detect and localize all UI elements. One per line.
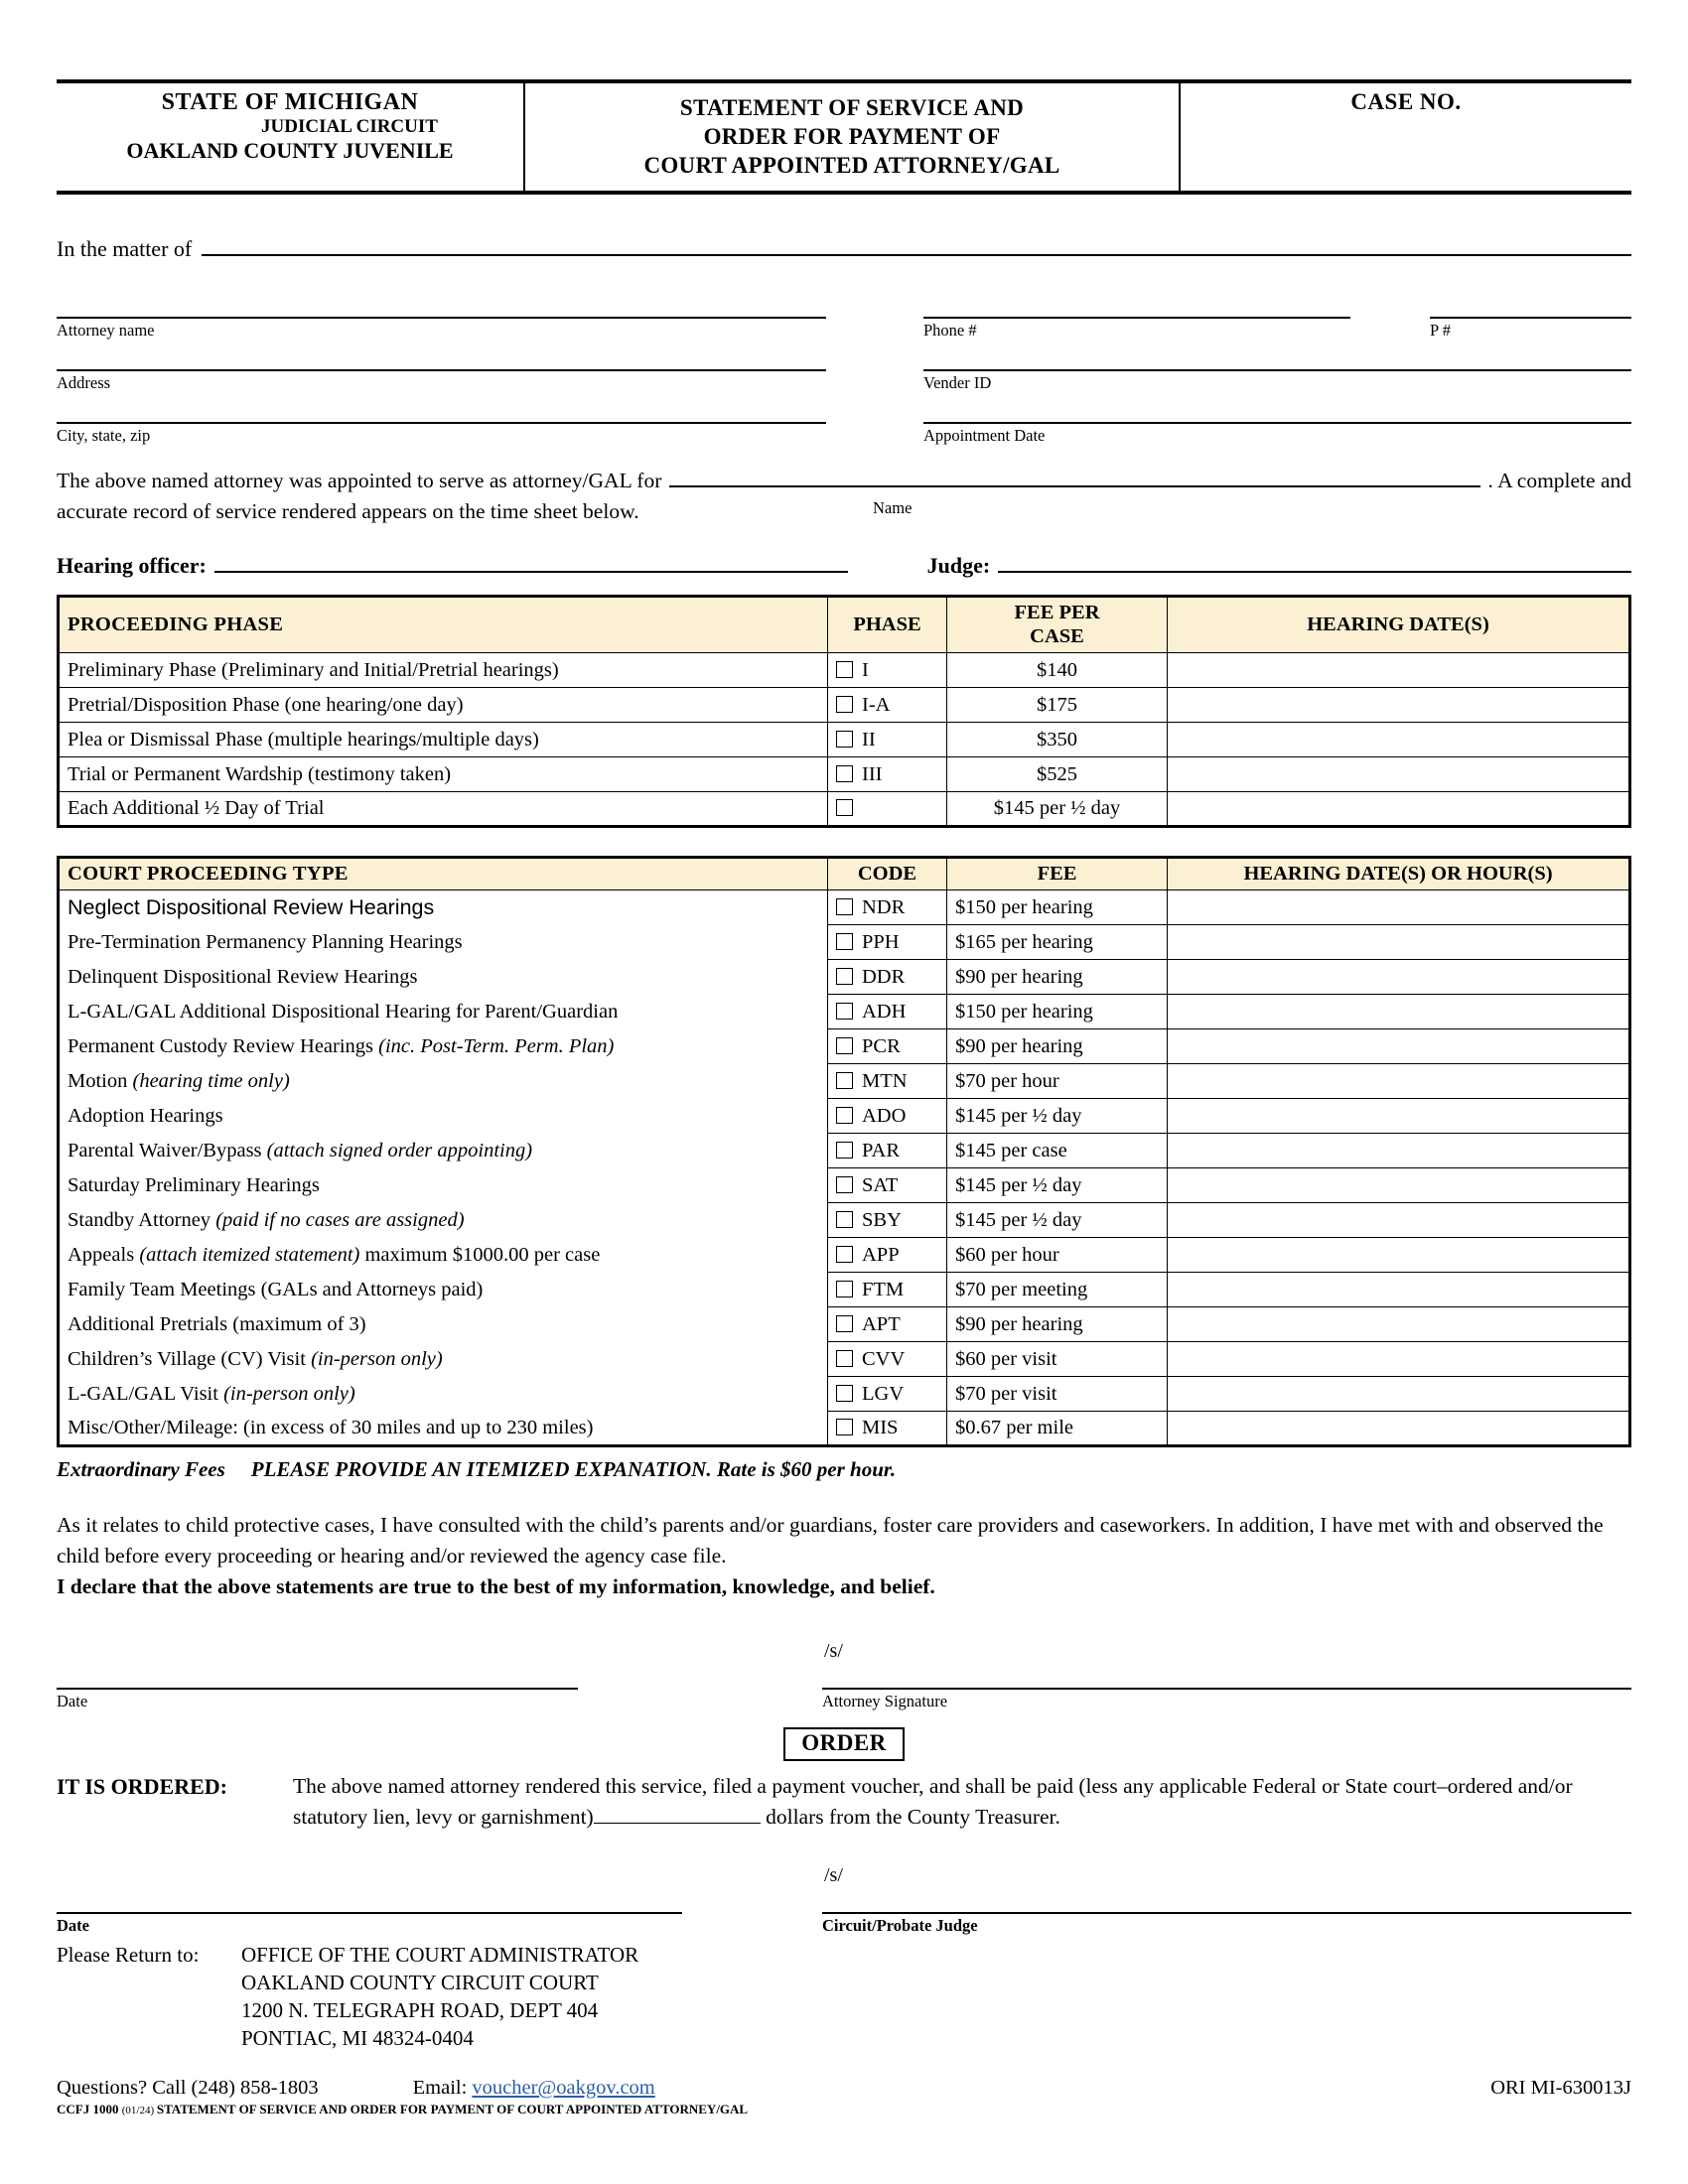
code-cell	[828, 960, 947, 995]
court-proceeding-row	[59, 1029, 1630, 1064]
return-address-line1: OFFICE OF THE COURT ADMINISTRATOR	[241, 1943, 639, 1968]
proceeding-fee: $90 per hearing	[947, 1029, 1168, 1064]
proceeding-code: ADH	[862, 1000, 907, 1023]
circuit-line: JUDICIAL CIRCUIT	[261, 116, 438, 137]
phase-cell	[828, 757, 947, 792]
proceeding-code: MIS	[862, 1417, 899, 1439]
code-cell	[828, 1342, 947, 1377]
hearing-officer-field[interactable]	[214, 549, 848, 573]
proceeding-fee: $70 per hour	[947, 1064, 1168, 1099]
extraordinary-fees-note	[57, 1457, 1631, 1482]
phase-hearing-date-cell[interactable]	[1168, 792, 1630, 827]
p-number-group	[1430, 292, 1631, 341]
form-code: CCFJ 1000	[57, 2101, 122, 2116]
court-hearing-date-cell[interactable]	[1168, 1064, 1630, 1099]
code-checkbox[interactable]	[836, 968, 853, 985]
code-checkbox[interactable]	[836, 1107, 853, 1124]
phase-fee: $145 per ½ day	[947, 792, 1168, 827]
attorney-signature-field[interactable]	[822, 1663, 1631, 1690]
date-field-1[interactable]	[57, 1663, 578, 1690]
attorney-contact-block	[57, 292, 1631, 446]
date-field-2[interactable]	[57, 1887, 682, 1914]
return-address-line3: 1200 N. TELEGRAPH ROAD, DEPT 404	[241, 1997, 599, 2022]
code-checkbox[interactable]	[836, 898, 853, 915]
return-address-line4: PONTIAC, MI 48324-0404	[241, 2025, 474, 2050]
code-cell	[828, 1134, 947, 1168]
court-proceeding-row	[59, 1377, 1630, 1412]
return-address-line2: OAKLAND COUNTY CIRCUIT COURT	[241, 1970, 599, 1994]
proceeding-label: Pre-Termination Permanency Planning Hearings	[59, 925, 828, 960]
phase-cell	[828, 792, 947, 827]
return-address	[241, 1942, 638, 2053]
court-hearing-date-cell[interactable]	[1168, 925, 1630, 960]
proceeding-phase-table	[57, 595, 1631, 828]
code-checkbox[interactable]	[836, 1385, 853, 1402]
phase-row	[59, 757, 1630, 792]
ordered-text-2: dollars from the County Treasurer.	[760, 1804, 1060, 1829]
code-cell	[828, 1307, 947, 1342]
court-hearing-date-cell[interactable]	[1168, 995, 1630, 1029]
dollars-field[interactable]	[594, 1804, 761, 1824]
address-label: Address	[57, 373, 111, 392]
county-line: OAKLAND COUNTY JUVENILE	[126, 138, 454, 163]
proceeding-code: APT	[862, 1312, 901, 1335]
phone-label: Phone #	[923, 321, 977, 340]
s-mark-2: /s/	[824, 1864, 843, 1887]
name-field-label: Name	[873, 498, 913, 518]
appointed-for-name-field[interactable]	[669, 462, 1479, 487]
proceeding-fee: $145 per case	[947, 1134, 1168, 1168]
attorney-signature-row	[57, 1635, 1631, 1711]
phase-row	[59, 653, 1630, 688]
phase-hearing-date-cell[interactable]	[1168, 688, 1630, 723]
phase-cell	[828, 653, 947, 688]
vender-id-field[interactable]	[923, 344, 1631, 371]
phase-hearing-date-cell[interactable]	[1168, 757, 1630, 792]
judge-signature-group	[822, 1859, 1631, 1936]
phase-cell	[828, 688, 947, 723]
phase-row	[59, 723, 1630, 757]
court-hearing-date-cell[interactable]	[1168, 960, 1630, 995]
code-checkbox[interactable]	[836, 1072, 853, 1089]
court-proceeding-row	[59, 1099, 1630, 1134]
matter-field[interactable]	[202, 232, 1631, 256]
phase-fee: $525	[947, 757, 1168, 792]
state-line: STATE OF MICHIGAN	[161, 89, 419, 115]
phase-hearing-date-cell[interactable]	[1168, 723, 1630, 757]
proceeding-fee: $145 per ½ day	[947, 1203, 1168, 1238]
code-checkbox[interactable]	[836, 1350, 853, 1367]
code-checkbox[interactable]	[836, 933, 853, 950]
ordered-text	[293, 1771, 1631, 1832]
court-col4-header: HEARING DATE(S) OR HOUR(S)	[1168, 858, 1630, 890]
city-state-zip-group	[57, 397, 826, 446]
case-no-block	[1181, 83, 1631, 191]
email-label: Email:	[412, 2076, 473, 2099]
proceeding-label: Misc/Other/Mileage: (in excess of 30 miles and up to 230 miles)	[59, 1412, 828, 1446]
phone-group	[923, 292, 1350, 341]
judge-label: Judge:	[926, 553, 991, 579]
judge-signature-row	[57, 1859, 1631, 1936]
judge-signature-field[interactable]	[822, 1887, 1631, 1914]
proceeding-label: Standby Attorney (paid if no cases are assigned)	[59, 1203, 828, 1238]
phase-code: III	[862, 762, 883, 785]
proceeding-fee: $165 per hearing	[947, 925, 1168, 960]
date-label-1: Date	[57, 1692, 88, 1711]
proceeding-fee: $90 per hearing	[947, 960, 1168, 995]
phase-fee: $140	[947, 653, 1168, 688]
case-no-label: CASE NO.	[1350, 89, 1462, 114]
date-group-1	[57, 1635, 578, 1711]
city-state-zip-label: City, state, zip	[57, 426, 151, 445]
it-is-ordered-label: IT IS ORDERED:	[57, 1774, 227, 1800]
proceeding-code: DDR	[862, 965, 906, 988]
vender-id-label: Vender ID	[923, 373, 992, 392]
address-group	[57, 344, 826, 393]
phase-row-label: Trial or Permanent Wardship (testimony taken)	[59, 757, 828, 792]
declaration-bold: I declare that the above statements are true to the best of my information, knowledge, and belief.	[57, 1573, 935, 1598]
phase-checkbox[interactable]	[836, 765, 853, 782]
return-to-block	[57, 1942, 1631, 2053]
court-hearing-date-cell[interactable]	[1168, 1029, 1630, 1064]
matter-label: In the matter of	[57, 236, 193, 261]
proceeding-label: Neglect Dispositional Review Hearings	[59, 890, 828, 925]
proceeding-label: Appeals (attach itemized statement) maximum $1000.00 per case	[59, 1238, 828, 1273]
proceeding-fee: $70 per visit	[947, 1377, 1168, 1412]
proceeding-fee: $150 per hearing	[947, 995, 1168, 1029]
appointment-date-group	[923, 397, 1631, 446]
form-title-line1: STATEMENT OF SERVICE AND	[679, 95, 1025, 120]
proceeding-label: L-GAL/GAL Visit (in-person only)	[59, 1377, 828, 1412]
code-cell	[828, 890, 947, 925]
proceeding-fee: $145 per ½ day	[947, 1099, 1168, 1134]
code-checkbox[interactable]	[836, 1176, 853, 1193]
proceeding-label: Additional Pretrials (maximum of 3)	[59, 1307, 828, 1342]
phase-col1-header: PROCEEDING PHASE	[59, 597, 828, 653]
phase-checkbox[interactable]	[836, 661, 853, 678]
phase-table-header	[59, 597, 1630, 653]
court-hearing-date-cell[interactable]	[1168, 1238, 1630, 1273]
proceeding-code: MTN	[862, 1069, 908, 1092]
city-state-zip-field[interactable]	[57, 397, 826, 424]
ori-number: ORI MI-630013J	[1490, 2076, 1631, 2099]
date-group-2	[57, 1859, 682, 1936]
court-hearing-date-cell[interactable]	[1168, 1168, 1630, 1203]
phase-row-label: Preliminary Phase (Preliminary and Initial/Pretrial hearings)	[59, 653, 828, 688]
code-cell	[828, 1168, 947, 1203]
phase-row-label: Pretrial/Disposition Phase (one hearing/one day)	[59, 688, 828, 723]
ordered-paragraph	[57, 1771, 1631, 1832]
phase-checkbox[interactable]	[836, 731, 853, 748]
code-checkbox[interactable]	[836, 1315, 853, 1332]
fee-per-line: FEE PER	[1014, 602, 1100, 624]
phase-row	[59, 792, 1630, 827]
code-cell	[828, 1029, 947, 1064]
court-proceeding-row	[59, 960, 1630, 995]
court-proceeding-row	[59, 925, 1630, 960]
proceeding-code: SBY	[862, 1208, 902, 1231]
proceeding-label: Permanent Custody Review Hearings (inc. Post-Term. Perm. Plan)	[59, 1029, 828, 1064]
court-proceeding-row	[59, 1238, 1630, 1273]
date-label-2: Date	[57, 1916, 89, 1936]
declaration-text: As it relates to child protective cases, I have consulted with the child’s parents and/or guardians, foster care providers and caseworkers. In addition, I have met with and observed the child before every proceeding or hearing and/or reviewed the agency case file.	[57, 1513, 1604, 1568]
code-checkbox[interactable]	[836, 1003, 853, 1020]
court-proceeding-row	[59, 1307, 1630, 1342]
declaration-paragraph	[57, 1510, 1631, 1601]
proceeding-label: Motion (hearing time only)	[59, 1064, 828, 1099]
proceeding-fee: $70 per meeting	[947, 1273, 1168, 1307]
proceeding-code: CVV	[862, 1347, 906, 1370]
court-hearing-date-cell[interactable]	[1168, 1099, 1630, 1134]
vender-id-group	[923, 344, 1631, 393]
proceeding-label: Family Team Meetings (GALs and Attorneys paid)	[59, 1273, 828, 1307]
judge-signature-label: Circuit/Probate Judge	[822, 1916, 978, 1936]
court-proceeding-row	[59, 1064, 1630, 1099]
extraordinary-fees-label: Extraordinary Fees	[57, 1457, 225, 1482]
proceeding-code: FTM	[862, 1278, 905, 1300]
proceeding-code: PPH	[862, 930, 900, 953]
court-hearing-date-cell[interactable]	[1168, 1203, 1630, 1238]
ordered-text-1: The above named attorney rendered this service, filed a payment voucher, and shall be paid (less any applicable Federal or State court–ordered and/or statutory lien, levy or garnishment)	[293, 1774, 1573, 1829]
code-cell	[828, 1064, 947, 1099]
court-hearing-date-cell[interactable]	[1168, 1134, 1630, 1168]
attorney-name-label: Attorney name	[57, 321, 155, 340]
court-name-block	[57, 83, 525, 191]
code-cell	[828, 925, 947, 960]
proceeding-fee: $60 per visit	[947, 1342, 1168, 1377]
appointment-text-3: accurate record of service rendered appears on the time sheet below.	[57, 499, 639, 524]
phase-row-label: Each Additional ½ Day of Trial	[59, 792, 828, 827]
proceeding-label: L-GAL/GAL Additional Dispositional Hearing for Parent/Guardian	[59, 995, 828, 1029]
phase-row	[59, 688, 1630, 723]
appointment-text-1: The above named attorney was appointed to serve as attorney/GAL for	[57, 469, 662, 492]
court-col2-header: CODE	[828, 858, 947, 890]
court-table-header	[59, 858, 1630, 890]
appointment-sentence	[57, 462, 1631, 527]
s-mark-1: /s/	[824, 1640, 843, 1663]
proceeding-code: NDR	[862, 895, 906, 918]
judge-field[interactable]	[998, 549, 1631, 573]
phase-col3-header	[947, 597, 1168, 653]
court-proceeding-table	[57, 856, 1631, 1447]
case-no-field[interactable]	[1189, 115, 1623, 185]
attorney-name-group	[57, 292, 826, 341]
matter-row	[57, 232, 1631, 262]
court-hearing-date-cell[interactable]	[1168, 1342, 1630, 1377]
phase-code: II	[862, 728, 876, 751]
phase-hearing-date-cell[interactable]	[1168, 653, 1630, 688]
proceeding-code: LGV	[862, 1382, 905, 1405]
court-hearing-date-cell[interactable]	[1168, 1273, 1630, 1307]
footer-row	[57, 2077, 1631, 2100]
court-hearing-date-cell[interactable]	[1168, 1377, 1630, 1412]
court-proceeding-row	[59, 1273, 1630, 1307]
proceeding-label: Children’s Village (CV) Visit (in-person only)	[59, 1342, 828, 1377]
appointment-date-label: Appointment Date	[923, 426, 1046, 445]
address-field[interactable]	[57, 344, 826, 371]
court-hearing-date-cell[interactable]	[1168, 1412, 1630, 1446]
proceeding-label: Adoption Hearings	[59, 1099, 828, 1134]
proceeding-fee: $150 per hearing	[947, 890, 1168, 925]
phase-col2-header: PHASE	[828, 597, 947, 653]
code-checkbox[interactable]	[836, 1246, 853, 1263]
extraordinary-fees-text: PLEASE PROVIDE AN ITEMIZED EXPANATION. Rate is $60 per hour.	[250, 1457, 897, 1482]
proceeding-label: Parental Waiver/Bypass (attach signed order appointing)	[59, 1134, 828, 1168]
phase-checkbox[interactable]	[836, 799, 853, 816]
appointment-text-2: . A complete and	[1487, 469, 1631, 492]
phase-row-label: Plea or Dismissal Phase (multiple hearings/multiple days)	[59, 723, 828, 757]
code-checkbox[interactable]	[836, 1281, 853, 1297]
form-title-line3: COURT APPOINTED ATTORNEY/GAL	[643, 153, 1060, 179]
form-title	[525, 83, 1181, 191]
email-group	[413, 2077, 655, 2100]
code-cell	[828, 1238, 947, 1273]
attorney-signature-label: Attorney Signature	[822, 1692, 948, 1711]
code-cell	[828, 1203, 947, 1238]
attorney-signature-group	[822, 1635, 1631, 1711]
code-checkbox[interactable]	[836, 1142, 853, 1159]
hearing-officer-label: Hearing officer:	[57, 553, 207, 579]
court-proceeding-row	[59, 1134, 1630, 1168]
order-heading: ORDER	[783, 1727, 905, 1761]
code-checkbox[interactable]	[836, 1037, 853, 1054]
code-cell	[828, 1377, 947, 1412]
proceeding-code: SAT	[862, 1173, 899, 1196]
proceeding-label: Saturday Preliminary Hearings	[59, 1168, 828, 1203]
code-cell	[828, 1099, 947, 1134]
phase-code: I	[862, 658, 869, 681]
court-col3-header: FEE	[947, 858, 1168, 890]
code-cell	[828, 1412, 947, 1446]
case-line: CASE	[1030, 624, 1084, 647]
code-checkbox[interactable]	[836, 1419, 853, 1435]
court-proceeding-row	[59, 1203, 1630, 1238]
court-proceeding-row	[59, 1342, 1630, 1377]
phase-col4-header: HEARING DATE(S)	[1168, 597, 1630, 653]
return-to-label: Please Return to:	[57, 1943, 200, 1968]
phase-cell	[828, 723, 947, 757]
court-proceeding-row	[59, 995, 1630, 1029]
proceeding-fee: $60 per hour	[947, 1238, 1168, 1273]
proceeding-code: APP	[862, 1243, 900, 1266]
proceeding-fee: $90 per hearing	[947, 1307, 1168, 1342]
phase-code: I-A	[862, 693, 891, 716]
email-link[interactable]: voucher@oakgov.com	[472, 2076, 655, 2099]
form-title-line2: ORDER FOR PAYMENT OF	[703, 124, 1001, 150]
phase-fee: $175	[947, 688, 1168, 723]
form-header	[57, 79, 1631, 195]
form-code-line	[57, 2102, 1631, 2117]
form-revision: (01/24)	[121, 2104, 157, 2116]
code-checkbox[interactable]	[836, 1211, 853, 1228]
officers-row	[57, 549, 1631, 579]
proceeding-fee: $145 per ½ day	[947, 1168, 1168, 1203]
phase-fee: $350	[947, 723, 1168, 757]
phase-checkbox[interactable]	[836, 696, 853, 713]
court-proceeding-row	[59, 1168, 1630, 1203]
proceeding-code: PAR	[862, 1139, 900, 1161]
court-col1-header: COURT PROCEEDING TYPE	[59, 858, 828, 890]
phone-field[interactable]	[923, 292, 1350, 319]
proceeding-code: ADO	[862, 1104, 907, 1127]
p-number-field[interactable]	[1430, 292, 1631, 319]
form-code-title: STATEMENT OF SERVICE AND ORDER FOR PAYMENT OF COURT APPOINTED ATTORNEY/GAL	[156, 2101, 749, 2116]
court-proceeding-row	[59, 1412, 1630, 1446]
proceeding-fee: $0.67 per mile	[947, 1412, 1168, 1446]
code-cell	[828, 1273, 947, 1307]
proceeding-label: Delinquent Dispositional Review Hearings	[59, 960, 828, 995]
p-number-label: P #	[1430, 321, 1451, 340]
appointment-date-field[interactable]	[923, 397, 1631, 424]
code-cell	[828, 995, 947, 1029]
attorney-name-field[interactable]	[57, 292, 826, 319]
court-proceeding-row	[59, 890, 1630, 925]
court-hearing-date-cell[interactable]	[1168, 890, 1630, 925]
questions-text: Questions? Call (248) 858-1803	[57, 2076, 319, 2099]
court-hearing-date-cell[interactable]	[1168, 1307, 1630, 1342]
proceeding-code: PCR	[862, 1034, 901, 1057]
